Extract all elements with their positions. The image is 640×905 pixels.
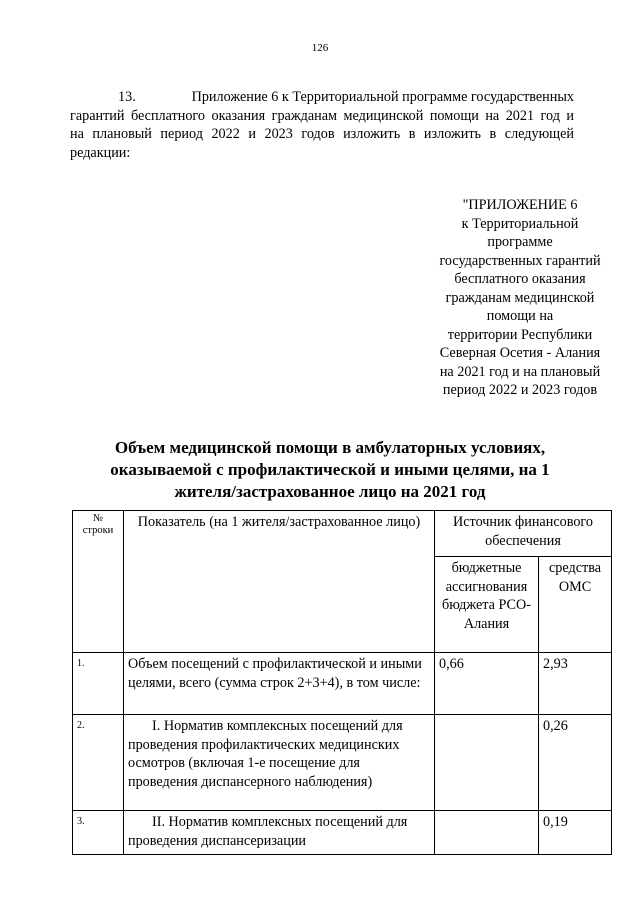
row-oms-value: 0,19 — [539, 811, 612, 855]
title-line: оказываемой с профилактической и иными целями, на 1 — [110, 460, 550, 479]
header-row-number: № строки — [73, 511, 124, 653]
table-row — [73, 653, 612, 715]
table-header-row — [73, 511, 612, 557]
row-number: 1. — [73, 653, 124, 715]
volume-table — [72, 510, 612, 855]
row-number: 2. — [73, 715, 124, 811]
title-line: жителя/застрахованное лицо на 2021 год — [174, 482, 486, 501]
header-indicator: Показатель (на 1 жителя/застрахованное лицо) — [124, 511, 435, 653]
document-title — [100, 437, 560, 503]
header-budget: бюджетные ассигнования бюджета РСО-Алания — [435, 557, 539, 653]
appendix-line: территории Республики — [447, 326, 593, 343]
row-budget-value — [435, 715, 539, 811]
appendix-line: бесплатного оказания — [454, 271, 586, 287]
header-funding-source: Источник финансового обеспечения — [435, 511, 612, 557]
row-oms-value: 2,93 — [539, 653, 612, 715]
appendix-line: на 2021 год и на плановый — [439, 363, 601, 380]
row-budget-value: 0,66 — [435, 653, 539, 715]
row-budget-value — [435, 811, 539, 855]
appendix-line: Северная Осетия - Алания — [439, 345, 601, 361]
row-indicator: I. Норматив комплексных посещений для проведения профилактических медицинских осмотров (включая 1-е посещение для проведения диспансерного наблюдения) — [124, 715, 435, 811]
paragraph-line-2: гарантий бесплатного оказания гражданам медицинской помощи на 2021 год и — [70, 107, 574, 124]
table-row — [73, 811, 612, 855]
row-number: 3. — [73, 811, 124, 855]
appendix-line: программе — [487, 234, 553, 250]
appendix-line: период 2022 и 2023 годов — [442, 382, 598, 398]
row-indicator: Объем посещений с профилактической и иными целями, всего (сумма строк 2+3+4), в том числе: — [124, 653, 435, 715]
amendment-paragraph — [70, 88, 574, 162]
paragraph-line-4: редакции: — [70, 144, 131, 161]
appendix-line: гражданам медицинской — [445, 289, 595, 306]
appendix-line: помощи на — [486, 308, 554, 324]
header-oms: средства ОМС — [539, 557, 612, 653]
title-line: Объем медицинской помощи в амбулаторных условиях, — [114, 438, 546, 457]
paragraph-first-line — [70, 88, 574, 107]
paragraph-line-1: Приложение 6 к Территориальной программе государственных — [191, 89, 574, 105]
table-row — [73, 715, 612, 811]
appendix-line: к Территориальной — [461, 215, 579, 232]
paragraph-number: 13. — [118, 89, 136, 105]
paragraph-line-3: на плановый период 2022 и 2023 годов изложить в изложить в следующей — [70, 126, 574, 142]
row-oms-value: 0,26 — [539, 715, 612, 811]
appendix-line: государственных гарантий — [439, 252, 601, 269]
appendix-header — [430, 196, 610, 400]
appendix-line: "ПРИЛОЖЕНИЕ 6 — [462, 197, 578, 213]
page-number: 126 — [311, 42, 329, 54]
row-indicator: II. Норматив комплексных посещений для проведения диспансеризации — [124, 811, 435, 855]
